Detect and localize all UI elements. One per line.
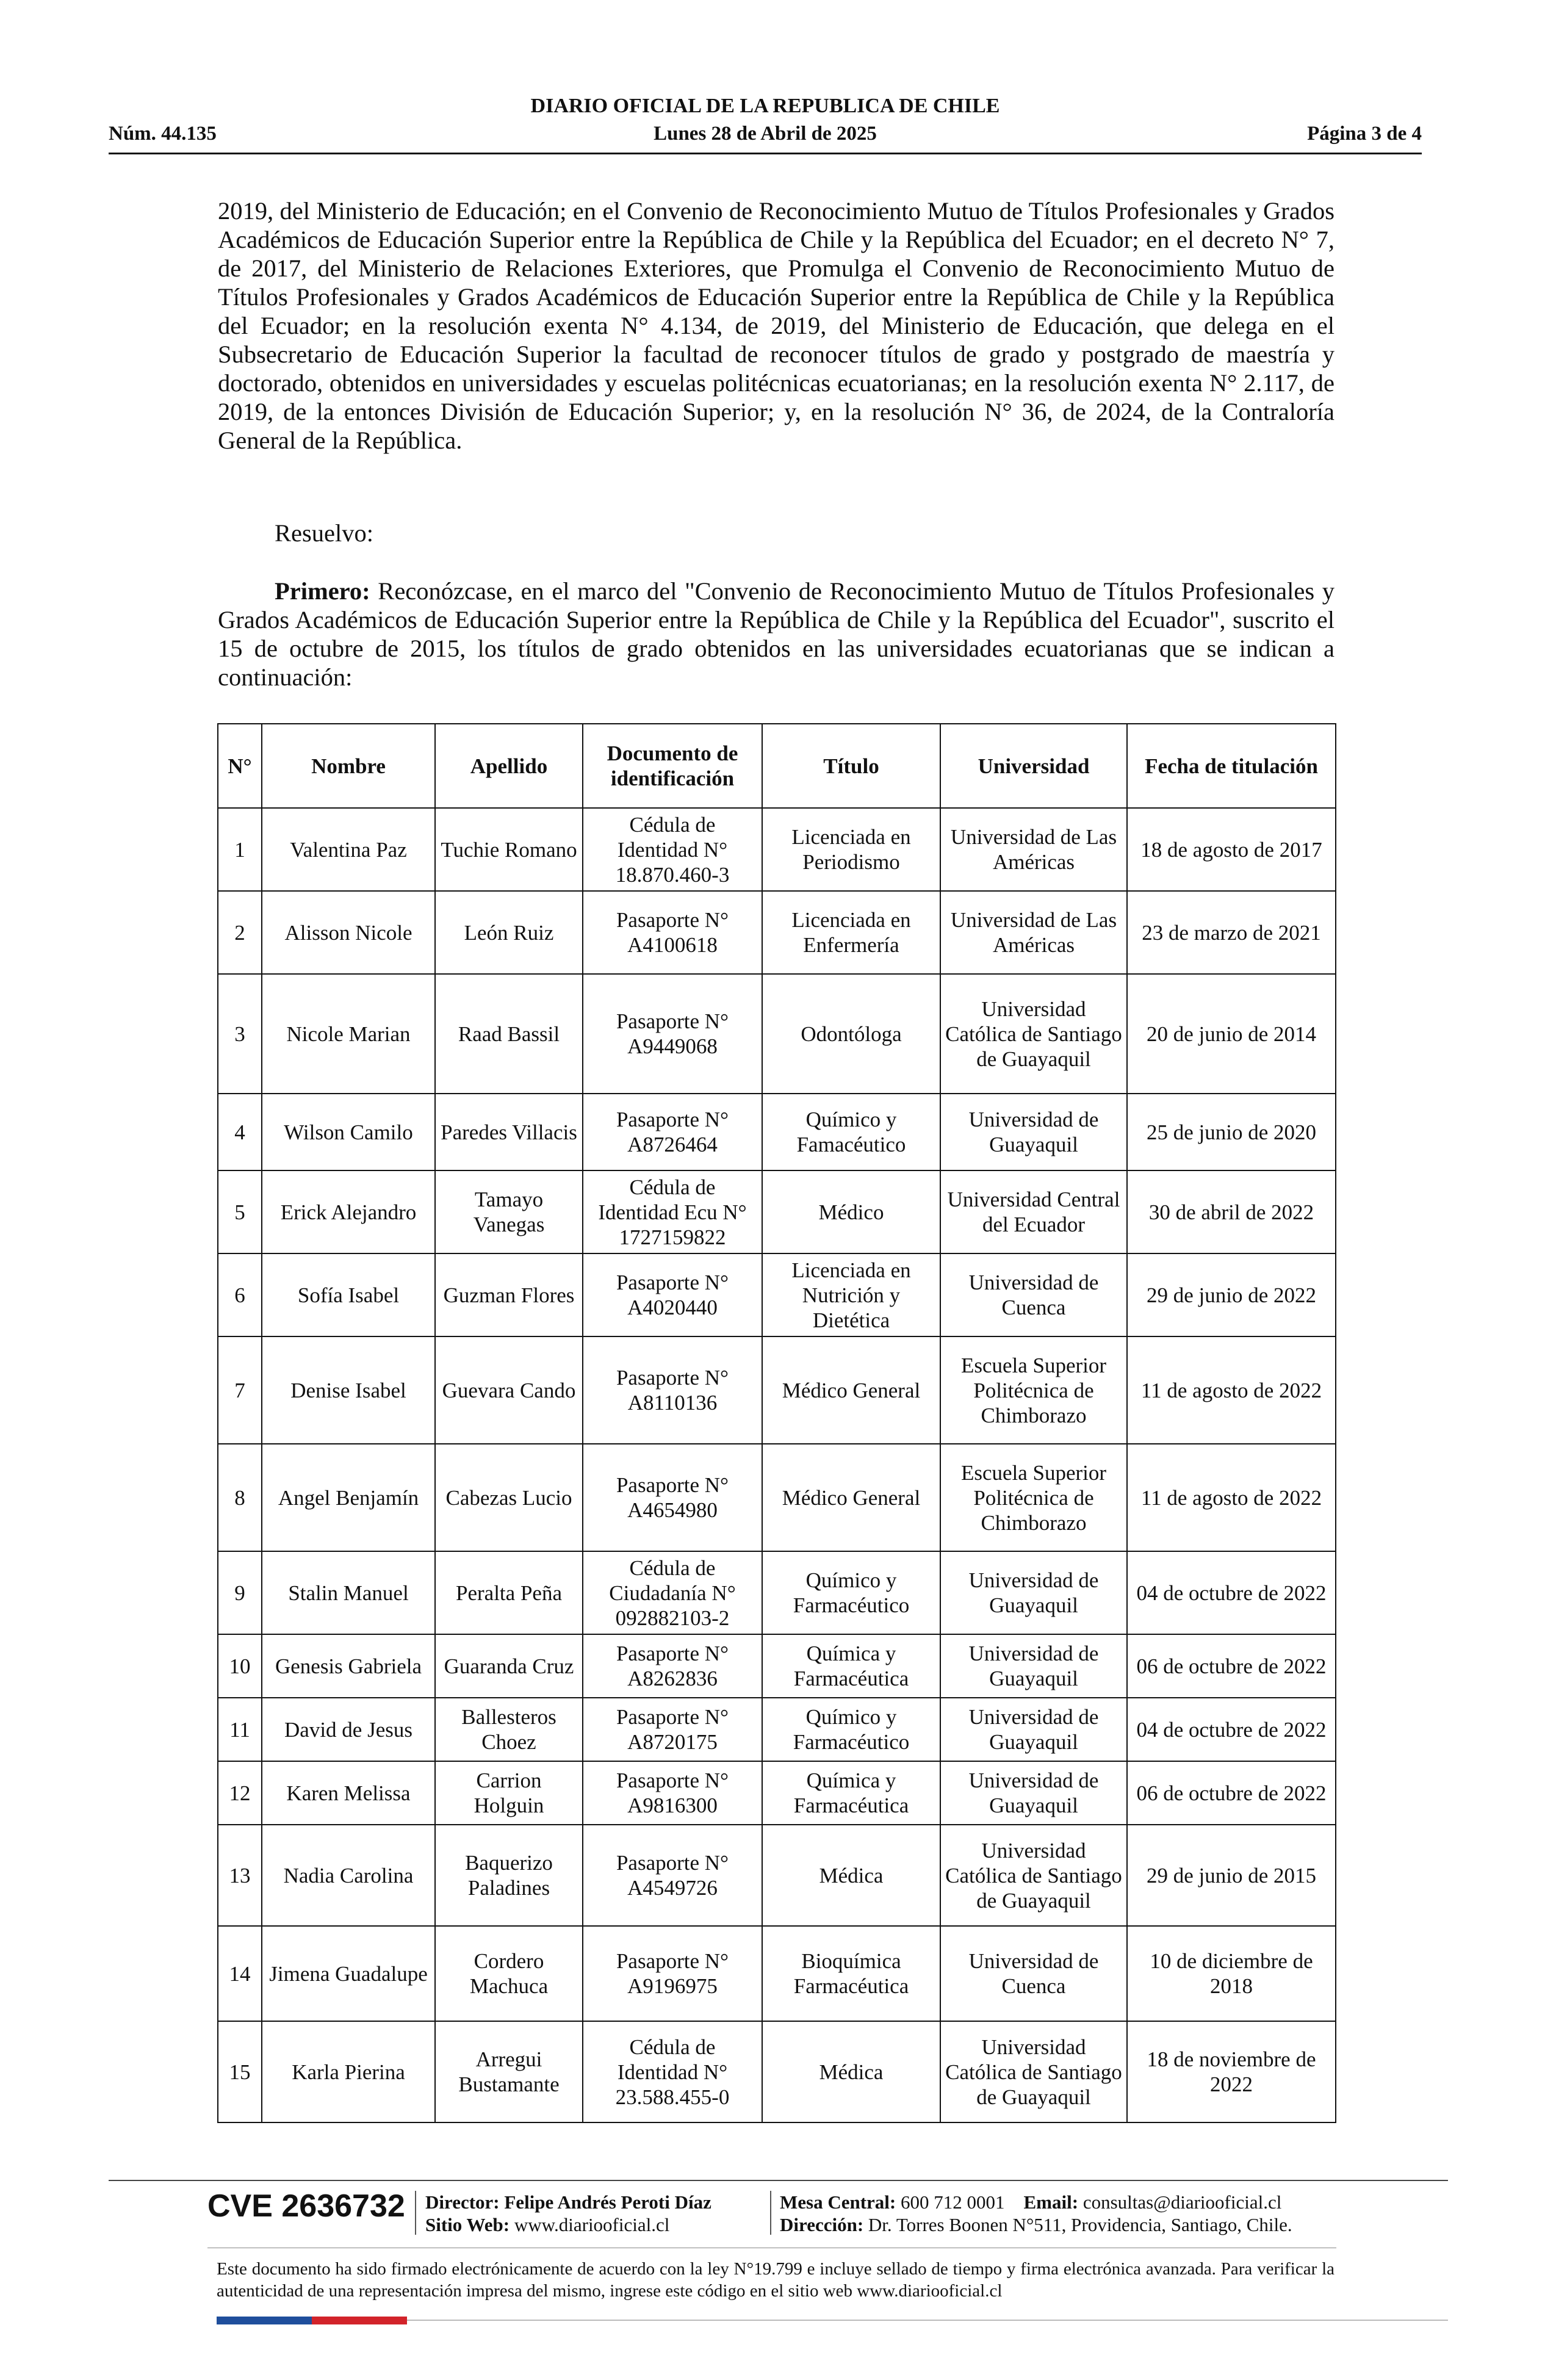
- cell-titulo: Químico y Farmacéutico: [762, 1698, 940, 1761]
- cell-titulo: Médica: [762, 2021, 940, 2122]
- cell-number: 5: [218, 1170, 262, 1253]
- cell-nombre: Wilson Camilo: [262, 1094, 435, 1170]
- cell-universidad: Escuela Superior Politécnica de Chimborazo: [940, 1444, 1127, 1551]
- cell-nombre: Jimena Guadalupe: [262, 1926, 435, 2021]
- table-row: [218, 1926, 1336, 2021]
- table-row: [218, 1551, 1336, 1634]
- issue-date: Lunes 28 de Abril de 2025: [654, 123, 877, 145]
- footer-separator: [770, 2191, 771, 2235]
- primero-paragraph: [218, 577, 1334, 691]
- footer-divider: [109, 2180, 1448, 2181]
- cell-number: 4: [218, 1094, 262, 1170]
- cell-nombre: Nicole Marian: [262, 974, 435, 1094]
- cell-apellido: Tamayo Vanegas: [435, 1170, 583, 1253]
- cell-apellido: Peralta Peña: [435, 1551, 583, 1634]
- cell-nombre: Stalin Manuel: [262, 1551, 435, 1634]
- web-label: Sitio Web:: [425, 2214, 510, 2235]
- cell-apellido: Guzman Flores: [435, 1253, 583, 1336]
- cell-universidad: Universidad de Guayaquil: [940, 1698, 1127, 1761]
- table-row: [218, 1170, 1336, 1253]
- cell-titulo: Química y Farmacéutica: [762, 1761, 940, 1825]
- cell-fecha: 25 de junio de 2020: [1127, 1094, 1336, 1170]
- email-link[interactable]: consultas@diariooficial.cl: [1082, 2191, 1282, 2213]
- column-header: Nombre: [262, 724, 435, 808]
- cell-fecha: 06 de octubre de 2022: [1127, 1634, 1336, 1698]
- cell-universidad: Universidad Católica de Santiago de Guayaquil: [940, 2021, 1127, 2122]
- issue-number: Núm. 44.135: [109, 123, 217, 145]
- website-link[interactable]: www.diariooficial.cl: [514, 2214, 670, 2235]
- page-header: [109, 95, 1422, 156]
- footer-contact-block: [780, 2191, 1292, 2236]
- primero-label: Primero:: [275, 577, 370, 605]
- footer-separator: [415, 2191, 416, 2235]
- cell-titulo: Licenciada en Nutrición y Dietética: [762, 1253, 940, 1336]
- cell-number: 15: [218, 2021, 262, 2122]
- cell-documento: Pasaporte N° A4100618: [583, 891, 762, 974]
- table-row: [218, 974, 1336, 1094]
- cell-universidad: Universidad de Las Américas: [940, 891, 1127, 974]
- cell-universidad: Universidad de Guayaquil: [940, 1634, 1127, 1698]
- cell-apellido: Tuchie Romano: [435, 808, 583, 891]
- cell-number: 6: [218, 1253, 262, 1336]
- table-body: [218, 808, 1336, 2122]
- cell-number: 14: [218, 1926, 262, 2021]
- page-indicator: Página 3 de 4: [1307, 123, 1422, 145]
- cell-number: 9: [218, 1551, 262, 1634]
- cell-titulo: Médico General: [762, 1336, 940, 1444]
- table-row: [218, 1825, 1336, 1926]
- direccion-label: Dirección:: [780, 2214, 864, 2235]
- email-label: Email:: [1023, 2191, 1079, 2213]
- cell-titulo: Bioquímica Farmacéutica: [762, 1926, 940, 2021]
- cell-universidad: Universidad Central del Ecuador: [940, 1170, 1127, 1253]
- cell-fecha: 11 de agosto de 2022: [1127, 1444, 1336, 1551]
- cell-nombre: Angel Benjamín: [262, 1444, 435, 1551]
- cell-number: 3: [218, 974, 262, 1094]
- cell-universidad: Universidad de Cuenca: [940, 1926, 1127, 2021]
- cell-fecha: 04 de octubre de 2022: [1127, 1551, 1336, 1634]
- cell-documento: Pasaporte N° A9196975: [583, 1926, 762, 2021]
- cell-documento: Cédula de Identidad Ecu N° 1727159822: [583, 1170, 762, 1253]
- cell-apellido: León Ruiz: [435, 891, 583, 974]
- cell-nombre: Karla Pierina: [262, 2021, 435, 2122]
- cell-nombre: Erick Alejandro: [262, 1170, 435, 1253]
- cell-titulo: Licenciada en Periodismo: [762, 808, 940, 891]
- table-row: [218, 808, 1336, 891]
- cell-apellido: Paredes Villacis: [435, 1094, 583, 1170]
- cell-titulo: Químico y Famacéutico: [762, 1094, 940, 1170]
- cell-documento: Pasaporte N° A4020440: [583, 1253, 762, 1336]
- cell-fecha: 29 de junio de 2015: [1127, 1825, 1336, 1926]
- column-header: Título: [762, 724, 940, 808]
- cell-fecha: 18 de noviembre de 2022: [1127, 2021, 1336, 2122]
- cell-documento: Pasaporte N° A8262836: [583, 1634, 762, 1698]
- cell-fecha: 30 de abril de 2022: [1127, 1170, 1336, 1253]
- cell-nombre: David de Jesus: [262, 1698, 435, 1761]
- cell-number: 1: [218, 808, 262, 891]
- column-header: Documento de identificación: [583, 724, 762, 808]
- cve-code: CVE 2636732: [207, 2188, 405, 2224]
- column-header: Apellido: [435, 724, 583, 808]
- cell-universidad: Universidad Católica de Santiago de Guayaquil: [940, 974, 1127, 1094]
- director-name: Felipe Andrés Peroti Díaz: [504, 2191, 711, 2213]
- cell-documento: Pasaporte N° A9449068: [583, 974, 762, 1094]
- cell-universidad: Universidad de Guayaquil: [940, 1551, 1127, 1634]
- table-row: [218, 2021, 1336, 2122]
- cell-documento: Pasaporte N° A4654980: [583, 1444, 762, 1551]
- cell-apellido: Raad Bassil: [435, 974, 583, 1094]
- flag-red-stripe: [312, 2317, 407, 2324]
- cell-number: 10: [218, 1634, 262, 1698]
- cell-titulo: Médico General: [762, 1444, 940, 1551]
- cell-nombre: Nadia Carolina: [262, 1825, 435, 1926]
- cell-apellido: Ballesteros Choez: [435, 1698, 583, 1761]
- cell-universidad: Universidad de Guayaquil: [940, 1094, 1127, 1170]
- cell-apellido: Guaranda Cruz: [435, 1634, 583, 1698]
- cell-titulo: Químico y Farmacéutico: [762, 1551, 940, 1634]
- newspaper-title: DIARIO OFICIAL DE LA REPUBLICA DE CHILE: [530, 95, 1000, 117]
- cell-apellido: Carrion Holguin: [435, 1761, 583, 1825]
- cell-universidad: Escuela Superior Politécnica de Chimborazo: [940, 1336, 1127, 1444]
- header-divider: [109, 153, 1422, 154]
- table-row: [218, 1094, 1336, 1170]
- cell-universidad: Universidad de Las Américas: [940, 808, 1127, 891]
- direccion-value: Dr. Torres Boonen N°511, Providencia, Santiago, Chile.: [868, 2214, 1292, 2235]
- cell-documento: Pasaporte N° A8110136: [583, 1336, 762, 1444]
- cell-documento: Pasaporte N° A9816300: [583, 1761, 762, 1825]
- cell-documento: Cédula de Identidad N° 23.588.455-0: [583, 2021, 762, 2122]
- primero-text: Reconózcase, en el marco del "Convenio de Reconocimiento Mutuo de Títulos Profesionales y Grados Académicos de Educación Superior entre la República de Chile y la República del Ecuador", suscrito el 15 de octubre de 2015, los títulos de grado obtenidos en las universidades ecuatorianas que se indican a continuación:: [218, 577, 1334, 691]
- column-header: Fecha de titulación: [1127, 724, 1336, 808]
- table-row: [218, 1444, 1336, 1551]
- cell-documento: Cédula de Identidad N° 18.870.460-3: [583, 808, 762, 891]
- cell-number: 8: [218, 1444, 262, 1551]
- cell-documento: Pasaporte N° A8720175: [583, 1698, 762, 1761]
- cell-apellido: Guevara Cando: [435, 1336, 583, 1444]
- cell-nombre: Sofía Isabel: [262, 1253, 435, 1336]
- cell-nombre: Alisson Nicole: [262, 891, 435, 974]
- director-label: Director:: [425, 2191, 500, 2213]
- cell-fecha: 10 de diciembre de 2018: [1127, 1926, 1336, 2021]
- cell-universidad: Universidad de Guayaquil: [940, 1761, 1127, 1825]
- cell-titulo: Médico: [762, 1170, 940, 1253]
- cell-nombre: Karen Melissa: [262, 1761, 435, 1825]
- mesa-label: Mesa Central:: [780, 2191, 896, 2213]
- cell-nombre: Denise Isabel: [262, 1336, 435, 1444]
- cell-documento: Pasaporte N° A8726464: [583, 1094, 762, 1170]
- cell-number: 7: [218, 1336, 262, 1444]
- cell-universidad: Universidad de Cuenca: [940, 1253, 1127, 1336]
- cell-apellido: Arregui Bustamante: [435, 2021, 583, 2122]
- cell-documento: Cédula de Ciudadanía N° 092882103-2: [583, 1551, 762, 1634]
- cell-titulo: Médica: [762, 1825, 940, 1926]
- cell-fecha: 04 de octubre de 2022: [1127, 1698, 1336, 1761]
- mesa-phone: 600 712 0001: [901, 2191, 1005, 2213]
- considerando-paragraph: 2019, del Ministerio de Educación; en el Convenio de Reconocimiento Mutuo de Títulos Profesionales y Grados Académicos de Educación Superior entre la República de Chile y la República del Ecuador; en el decreto N° 7, de 2017, del Ministerio de Relaciones Exteriores, que Promulga el Convenio de Reconocimiento Mutuo de Títulos Profesionales y Grados Académicos de Educación Superior entre la República de Chile y la República del Ecuador; en la resolución exenta N° 4.134, de 2019, del Ministerio de Educación, que delega en el Subsecretario de Educación Superior la facultad de reconocer títulos de grado y postgrado de maestría y doctorado, obtenidos en universidades y escuelas politécnicas ecuatorianas; en la resolución exenta N° 2.117, de 2019, de la entonces División de Educación Superior; y, en la resolución N° 36, de 2024, de la Contraloría General de la República.: [218, 197, 1334, 454]
- cell-fecha: 20 de junio de 2014: [1127, 974, 1336, 1094]
- footer-director-block: [425, 2191, 711, 2236]
- column-header: Universidad: [940, 724, 1127, 808]
- table-row: [218, 1634, 1336, 1698]
- cell-number: 2: [218, 891, 262, 974]
- table-row: [218, 1761, 1336, 1825]
- cell-documento: Pasaporte N° A4549726: [583, 1825, 762, 1926]
- resuelvo-heading: Resuelvo:: [275, 519, 373, 547]
- cell-apellido: Cabezas Lucio: [435, 1444, 583, 1551]
- cell-titulo: Licenciada en Enfermería: [762, 891, 940, 974]
- table-row: [218, 1698, 1336, 1761]
- cell-apellido: Baquerizo Paladines: [435, 1825, 583, 1926]
- cell-fecha: 29 de junio de 2022: [1127, 1253, 1336, 1336]
- signature-note: Este documento ha sido firmado electrónicamente de acuerdo con la ley N°19.799 e incluye sellado de tiempo y firma electrónica avanzada. Para verificar la autenticidad de una representación impresa del mismo, ingrese este código en el sitio web www.diariooficial.cl: [217, 2259, 1334, 2301]
- cell-nombre: Valentina Paz: [262, 808, 435, 891]
- cell-number: 13: [218, 1825, 262, 1926]
- cell-fecha: 06 de octubre de 2022: [1127, 1761, 1336, 1825]
- table-header-row: [218, 724, 1336, 808]
- flag-blue-stripe: [217, 2317, 312, 2324]
- table-row: [218, 891, 1336, 974]
- table-row: [218, 1253, 1336, 1336]
- cell-fecha: 23 de marzo de 2021: [1127, 891, 1336, 974]
- cell-titulo: Química y Farmacéutica: [762, 1634, 940, 1698]
- cell-number: 11: [218, 1698, 262, 1761]
- cell-apellido: Cordero Machuca: [435, 1926, 583, 2021]
- cell-universidad: Universidad Católica de Santiago de Guayaquil: [940, 1825, 1127, 1926]
- column-header: N°: [218, 724, 262, 808]
- cell-fecha: 18 de agosto de 2017: [1127, 808, 1336, 891]
- bottom-divider: [407, 2320, 1448, 2321]
- cell-fecha: 11 de agosto de 2022: [1127, 1336, 1336, 1444]
- cell-nombre: Genesis Gabriela: [262, 1634, 435, 1698]
- cell-number: 12: [218, 1761, 262, 1825]
- flag-bar: [217, 2317, 407, 2324]
- titles-table: [217, 723, 1336, 2123]
- cell-titulo: Odontóloga: [762, 974, 940, 1094]
- table-row: [218, 1336, 1336, 1444]
